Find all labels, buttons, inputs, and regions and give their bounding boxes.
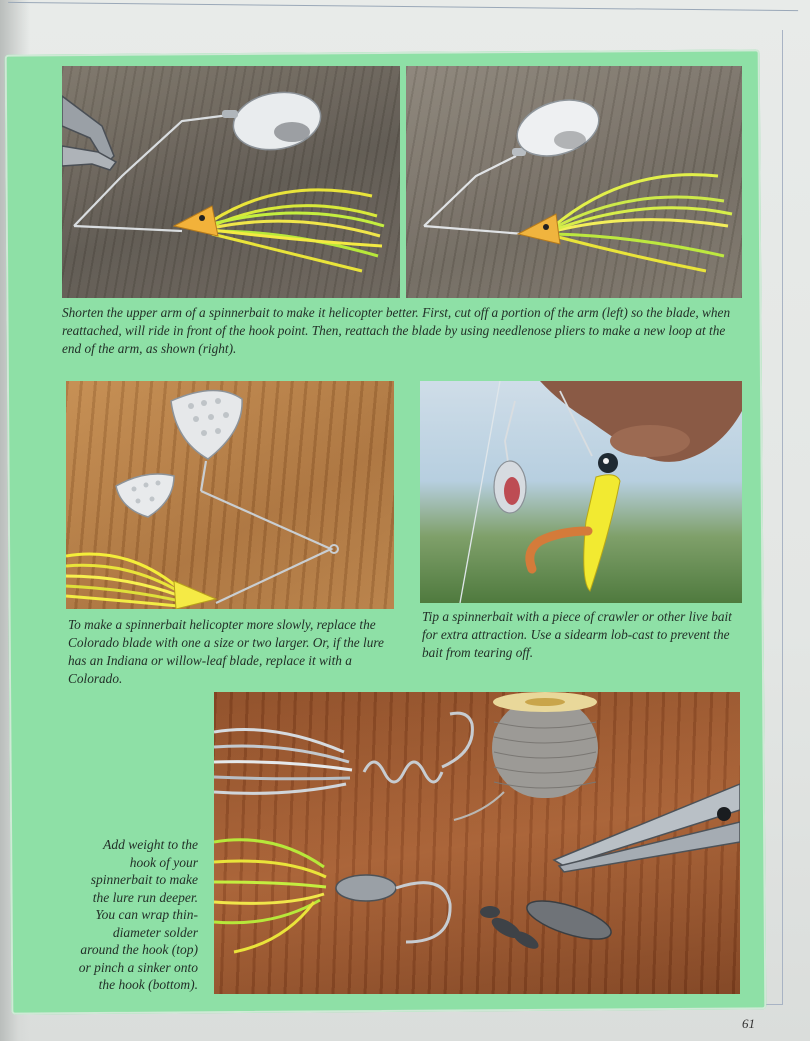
photo-colorado-blade: [66, 381, 394, 609]
caption-top: Shorten the upper arm of a spinnerbait to make it helicopter better. First, cut off a portion of the arm (left) so the blade, when reattached, will ride in front of the hook point. Then, reattach the blade by using needlenose pliers to make a new loop at the end of the arm, as shown (right).: [62, 305, 731, 356]
caption-middle-right: Tip a spinnerbait with a piece of crawler or other live bait for extra attraction. Use a sidearm lob-cast to prevent the bait from tearing off.: [422, 609, 732, 660]
photo-cut-arm: [62, 66, 400, 298]
caption-bottom-left: Add weight to the hook of your spinnerbait to make the lure run deeper. You can wrap thin-diameter solder around the hook (top) or pinch a sinker onto the hook (bottom).: [78, 837, 198, 992]
caption-middle-left: To make a spinnerbait helicopter more slowly, replace the Colorado blade with one a size or two larger. Or, if the lure has an Indiana or willow-leaf blade, replace it with a Colorado.: [68, 617, 384, 686]
photo-reattach-blade: [406, 66, 742, 298]
top-rule: [8, 2, 798, 32]
photo-live-bait: [420, 381, 742, 603]
photo-add-weight: [214, 692, 740, 994]
page-number: 61: [742, 1016, 755, 1031]
